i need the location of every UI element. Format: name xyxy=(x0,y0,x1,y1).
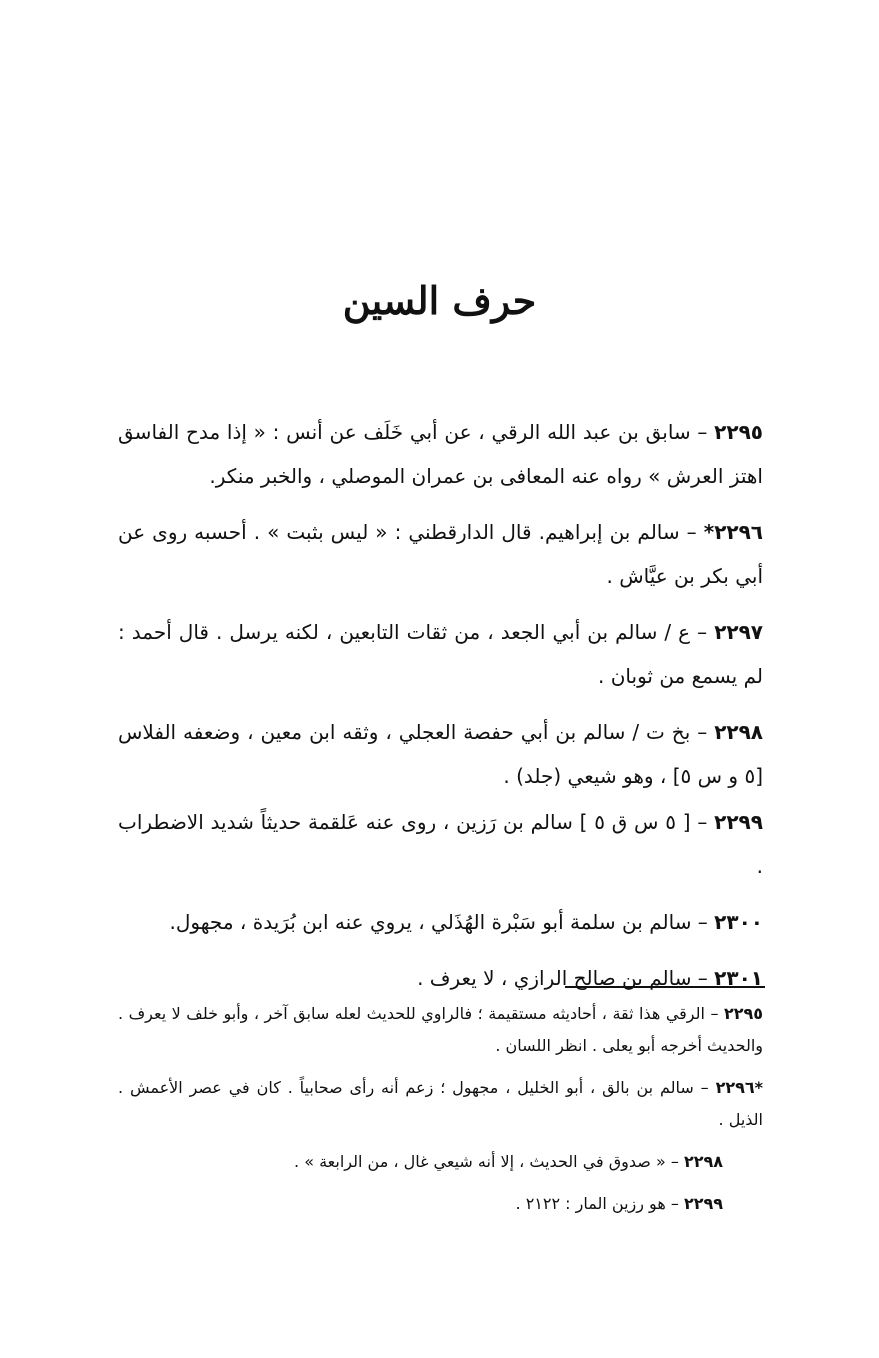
entry-number: ٢٢٩٨ xyxy=(714,720,764,744)
footnote-divider xyxy=(565,986,765,988)
entry-text: – سالم بن سلمة أبو سَبْرة الهُذَلي ، يروي عنه ابن بُرَيدة ، مجهول. xyxy=(169,910,708,934)
entry-text: – سابق بن عبد الله الرقي ، عن أبي خَلَف عن أنس : « إذا مدح الفاسق اهتز العرش » رواه عنه المعافى بن عمران الموصلي ، والخبر منكر. xyxy=(118,420,763,488)
main-text xyxy=(118,410,763,1012)
footnote-2299 xyxy=(118,1188,763,1220)
entry-number: ٢٢٩٧ xyxy=(714,620,764,644)
footnote-text: – « صدوق في الحديث ، إلا أنه شيعي غال ، من الرابعة » . xyxy=(294,1152,679,1171)
entry-2297 xyxy=(118,610,763,698)
footnotes xyxy=(118,998,763,1230)
entry-number: ٢٣٠١ xyxy=(714,966,763,990)
footnote-number: ٢٢٩٥ xyxy=(723,1004,764,1023)
footnote-text: – الرقي هذا ثقة ، أحاديثه مستقيمة ؛ فالراوي للحديث لعله سابق آخر ، وأبو خلف لا يعرف . والحديث أخرجه أبو يعلى . انظر اللسان . xyxy=(118,1004,763,1055)
entry-number: ٢٣٠٠ xyxy=(714,910,763,934)
entry-text: – سالم بن صالح الرازي ، لا يعرف . xyxy=(417,966,708,990)
footnote-number: ٢٢٩٨ xyxy=(683,1152,723,1171)
footnote-number: *٢٢٩٦ xyxy=(715,1078,763,1097)
footnote-2295 xyxy=(118,998,763,1062)
entry-2298 xyxy=(118,710,763,798)
entry-number: ٢٢٩٦* xyxy=(703,520,764,544)
entry-text: – سالم بن إبراهيم. قال الدارقطني : « ليس بثبت » . أحسبه روى عن أبي بكر بن عيَّاش . xyxy=(118,520,763,588)
entry-text: – بخ ت / سالم بن أبي حفصة العجلي ، وثقه ابن معين ، وضعفه الفلاس [٥ و س ٥] ، وهو شيعي (جلد) . xyxy=(118,720,763,788)
footnote-text: – سالم بن بالق ، أبو الخليل ، مجهول ؛ زعم أنه رأى صحابياً . كان في عصر الأعمش . الذيل . xyxy=(118,1078,763,1129)
footnote-2296 xyxy=(118,1072,763,1136)
footnote-text: – هو رزين المار : ٢١٢٢ . xyxy=(515,1194,679,1213)
entry-text: – ع / سالم بن أبي الجعد ، من ثقات التابعين ، لكنه يرسل . قال أحمد : لم يسمع من ثوبان . xyxy=(118,620,763,688)
entry-number: ٢٢٩٥ xyxy=(714,420,763,444)
section-title: حرف السين xyxy=(342,278,537,323)
footnote-2298 xyxy=(118,1146,763,1178)
entry-number: ٢٢٩٩ xyxy=(714,810,763,834)
entry-text: – [ ٥ س ق ٥ ] سالم بن رَزين ، روى عنه عَلقمة حديثاً شديد الاضطراب . xyxy=(118,810,763,878)
entry-2295 xyxy=(118,410,763,498)
entry-2300 xyxy=(118,900,763,944)
entry-2296 xyxy=(118,510,763,598)
footnote-number: ٢٢٩٩ xyxy=(683,1194,723,1213)
entry-2301 xyxy=(118,956,763,1000)
entry-2299 xyxy=(118,800,763,888)
